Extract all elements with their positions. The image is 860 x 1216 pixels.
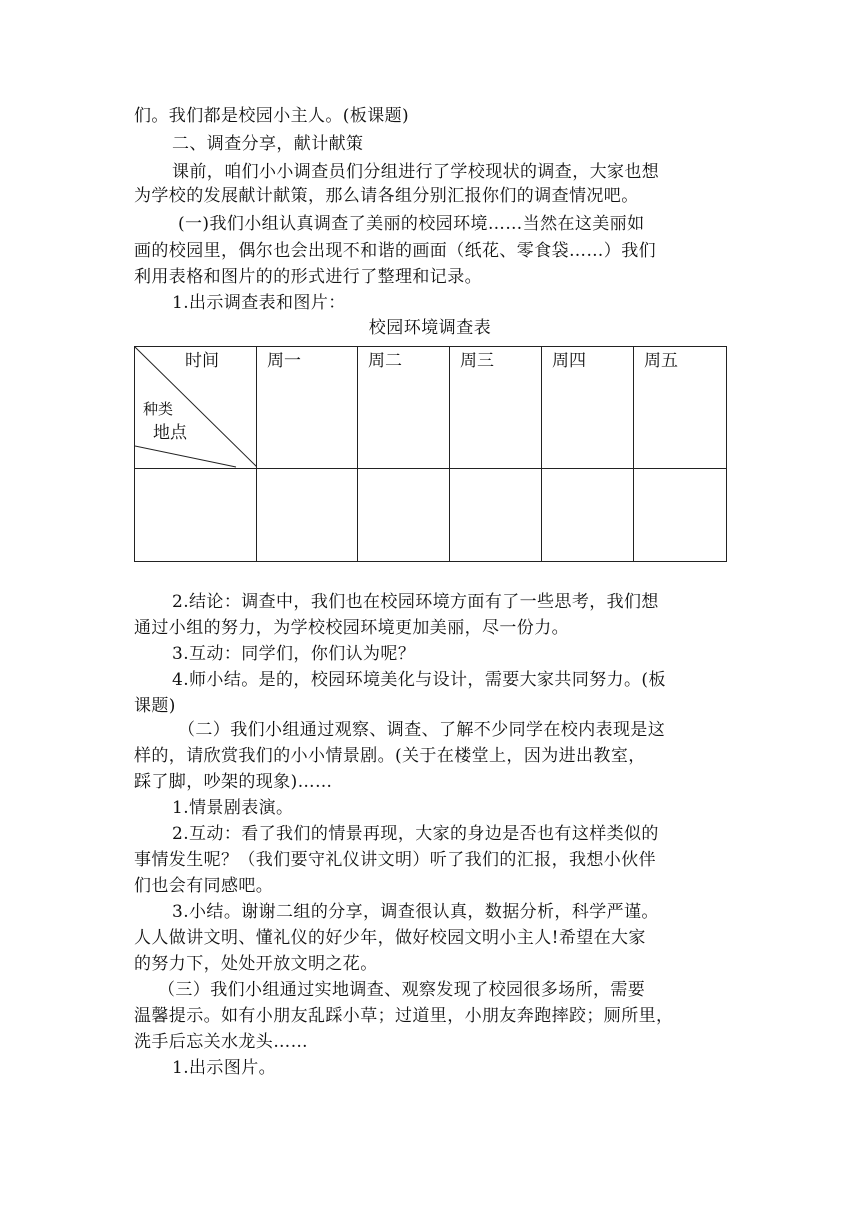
paragraph-line: 人人做讲文明、懂礼仪的好少年，做好校园文明小主人!希望在大家 xyxy=(134,928,646,948)
paragraph-line: 事情发生呢？（我们要守礼仪讲文明）听了我们的汇报，我想小伙伴 xyxy=(134,850,656,870)
day-label: 周三 xyxy=(460,351,494,371)
table-corner-cell xyxy=(135,347,257,469)
paragraph-line: 样的，请欣赏我们的小小情景剧。(关于在楼堂上，因为进出教室， xyxy=(134,746,646,766)
paragraph-line: 为学校的发展献计献策，那么请各组分别汇报你们的调查情况吧。 xyxy=(134,186,639,206)
day-label: 周一 xyxy=(267,351,301,371)
day-label: 周四 xyxy=(552,351,586,371)
table-cell xyxy=(542,469,634,562)
table-header-cell xyxy=(257,347,358,469)
paragraph-line: 通过小组的努力，为学校校园环境更加美丽，尽一份力。 xyxy=(134,618,569,638)
paragraph-line: 1.出示调查表和图片： xyxy=(172,293,346,313)
paragraph-line: 洗手后忘关水龙头…… xyxy=(134,1032,308,1052)
paragraph-line: 1.出示图片。 xyxy=(172,1058,277,1078)
paragraph-line: 温馨提示。如有小朋友乱踩小草；过道里，小朋友奔跑摔跤；厕所里， xyxy=(134,1006,674,1026)
paragraph-line: 的努力下，处处开放文明之花。 xyxy=(134,954,378,974)
paragraph-line: 3.互动：同学们，你们认为呢？ xyxy=(172,644,416,664)
paragraph-line: (一)我们小组认真调查了美丽的校园环境……当然在这美丽如 xyxy=(178,214,645,234)
paragraph-line: 踩了脚，吵架的现象)…… xyxy=(134,772,333,792)
section-heading: 二、调查分享，献计献策 xyxy=(172,134,364,154)
table-header-cell xyxy=(542,347,634,469)
table-header-cell xyxy=(358,347,450,469)
corner-label-place: 地点 xyxy=(153,423,187,443)
table-cell xyxy=(634,469,727,562)
table-cell xyxy=(135,469,257,562)
paragraph-line: 课题) xyxy=(134,696,176,716)
paragraph-line: 课前，咱们小小调查员们分组进行了学校现状的调查，大家也想 xyxy=(172,162,660,182)
corner-label-time: 时间 xyxy=(185,351,219,371)
paragraph-line: 们也会有同感吧。 xyxy=(134,876,274,896)
table-header-cell xyxy=(634,347,727,469)
survey-table xyxy=(134,346,727,562)
table-cell xyxy=(257,469,358,562)
paragraph-line: （二）我们小组通过观察、调查、了解不少同学在校内表现是这 xyxy=(178,720,666,740)
paragraph-line: 3.小结。谢谢二组的分享，调查很认真，数据分析，科学严谨。 xyxy=(172,902,659,922)
table-cell xyxy=(358,469,450,562)
paragraph-line: 们。我们都是校园小主人。(板课题) xyxy=(134,106,410,126)
table-row xyxy=(135,469,727,562)
paragraph-line: 1.情景剧表演。 xyxy=(172,798,294,818)
corner-label-kind: 种类 xyxy=(143,400,174,418)
table-cell xyxy=(450,469,542,562)
table-caption: 校园环境调查表 xyxy=(368,318,492,338)
paragraph-line: 4.师小结。是的，校园环境美化与设计，需要大家共同努力。(板 xyxy=(172,670,666,690)
paragraph-line: 利用表格和图片的的形式进行了整理和记录。 xyxy=(134,267,482,287)
paragraph-line: 2.结论：调查中，我们也在校园环境方面有了一些思考，我们想 xyxy=(172,592,659,612)
paragraph-line: （三）我们小组通过实地调查、观察发现了校园很多场所，需要 xyxy=(158,980,646,1000)
table-header-row xyxy=(135,347,727,469)
paragraph-line: 画的校园里，偶尔也会出现不和谐的画面（纸花、零食袋……）我们 xyxy=(134,241,656,261)
day-label: 周五 xyxy=(644,351,678,371)
paragraph-line: 2.互动：看了我们的情景再现，大家的身边是否也有这样类似的 xyxy=(172,824,659,844)
table-header-cell xyxy=(450,347,542,469)
day-label: 周二 xyxy=(368,351,402,371)
